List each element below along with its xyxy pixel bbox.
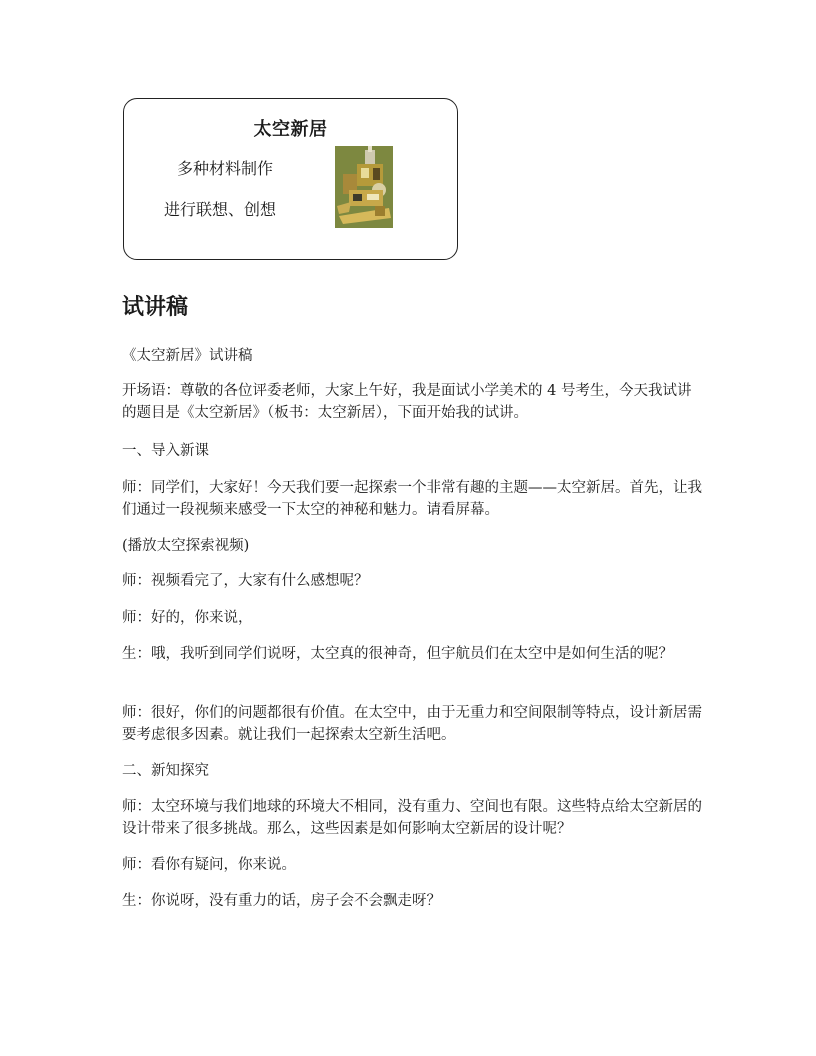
board-line-imagination: 进行联想、创想 bbox=[164, 200, 277, 219]
paragraph-student-gravity: 生：你说呀，没有重力的话，房子会不会飘走呀？ bbox=[122, 893, 441, 909]
paragraph-play-video: (播放太空探索视频) bbox=[122, 538, 250, 554]
space-house-model-icon bbox=[335, 146, 393, 228]
paragraph-teacher-intro: 师：同学们，大家好！今天我们要一起探索一个非常有趣的主题——太空新居。首先，让我们通过一段视频来感受一下太空的神秘和魅力。请看屏幕。 bbox=[122, 480, 702, 518]
board-title: 太空新居 bbox=[253, 119, 328, 140]
blackboard-design-box bbox=[123, 98, 458, 260]
paragraph-opening: 开场语：尊敬的各位评委老师，大家上午好，我是面试小学美术的 4 号考生，今天我试讲的题目是《太空新居》（板书：太空新居），下面开始我的试讲。 bbox=[122, 383, 692, 421]
paragraph-student-answer: 生：哦，我听到同学们说呀，太空真的很神奇，但宇航员们在太空中是如何生活的呢？ bbox=[122, 646, 673, 662]
paragraph-teacher-call: 师：好的，你来说， bbox=[122, 610, 253, 626]
page-title: 试讲稿 bbox=[122, 295, 189, 320]
paragraph-teacher-environment: 师：太空环境与我们地球的环境大不相同，没有重力、空间也有限。这些特点给太空新居的设计带来了很多挑战。那么，这些因素是如何影响太空新居的设计呢？ bbox=[122, 799, 702, 837]
paragraph-teacher-invite: 师：看你有疑问，你来说。 bbox=[122, 857, 296, 873]
section-heading-intro: 一、导入新课 bbox=[122, 443, 209, 459]
space-house-model-image bbox=[335, 146, 393, 228]
paragraph-teacher-response: 师：很好，你们的问题都很有价值。在太空中，由于无重力和空间限制等特点，设计新居需要考虑很多因素。就让我们一起探索太空新生活吧。 bbox=[122, 705, 702, 743]
paragraph-teacher-question: 师：视频看完了，大家有什么感想呢？ bbox=[122, 573, 369, 589]
board-line-materials: 多种材料制作 bbox=[177, 159, 274, 178]
doc-title-line: 《太空新居》试讲稿 bbox=[122, 348, 253, 364]
section-heading-explore: 二、新知探究 bbox=[122, 763, 209, 779]
